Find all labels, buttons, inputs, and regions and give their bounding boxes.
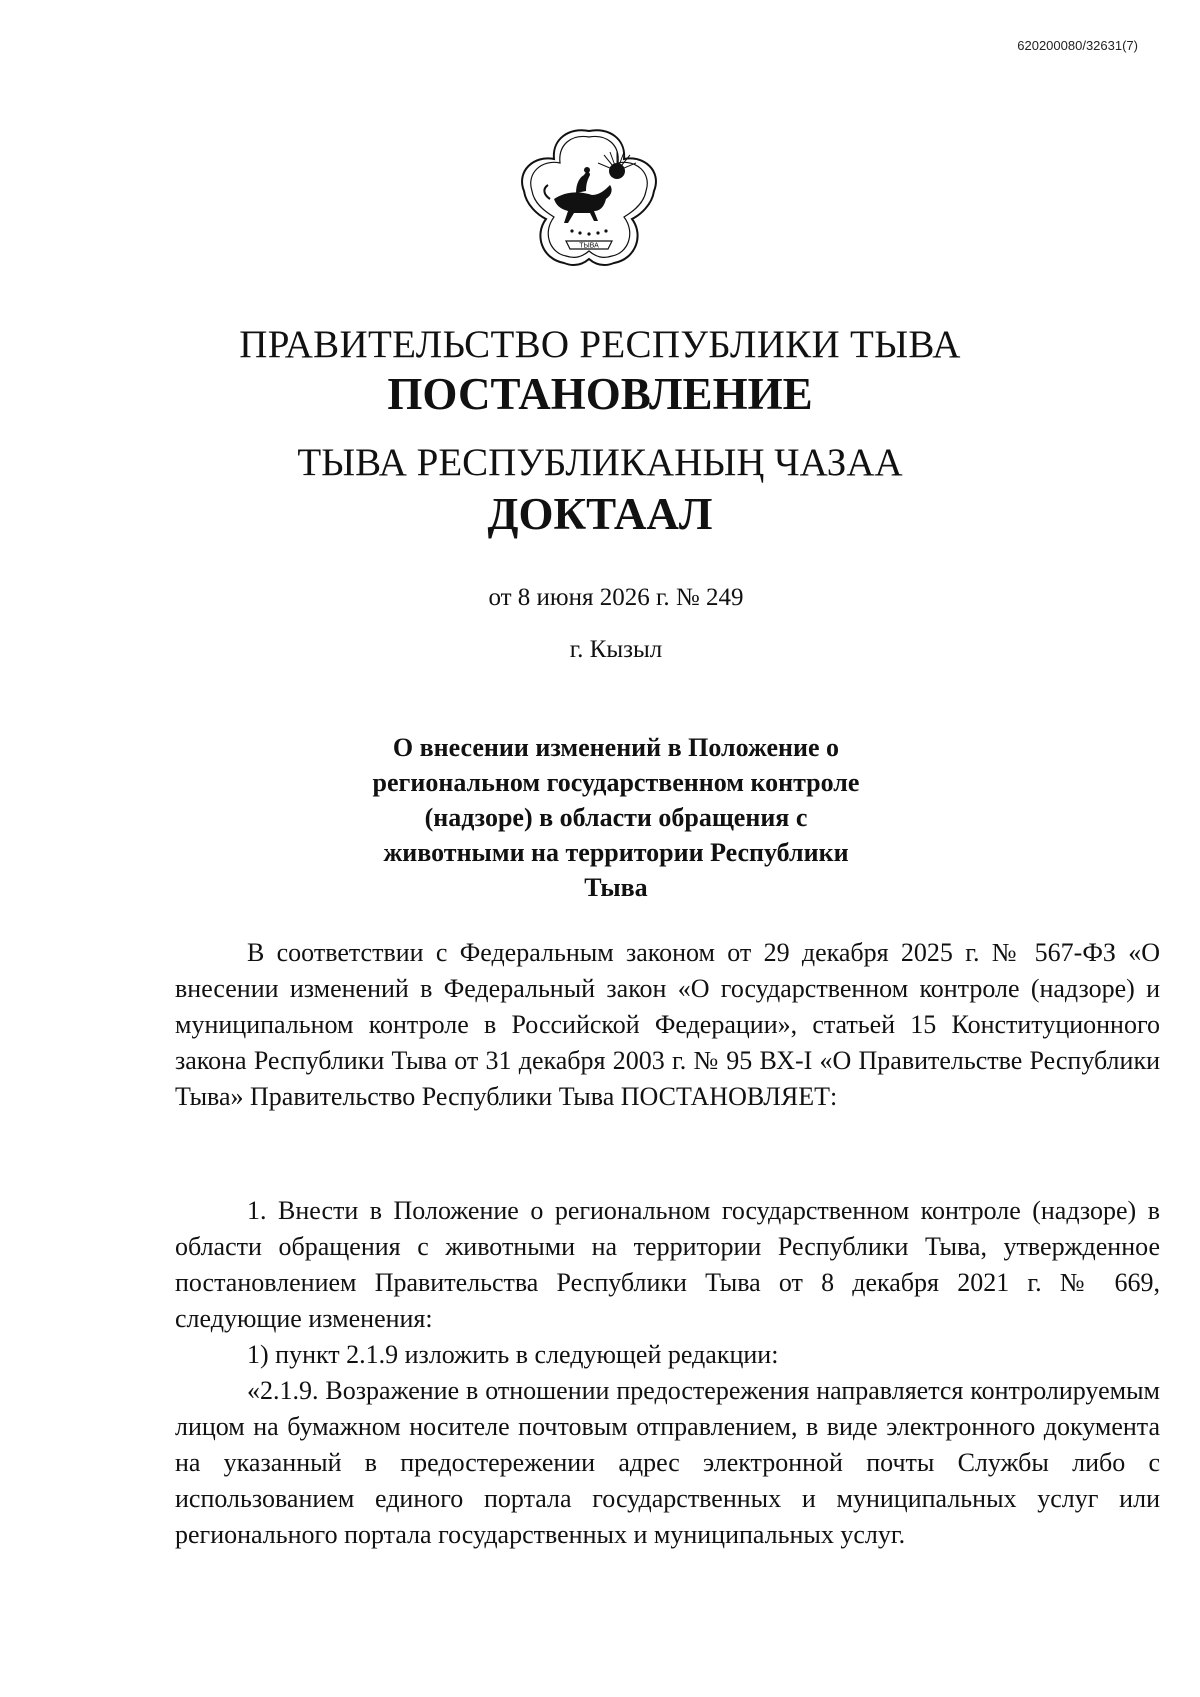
decree-subject-text: О внесении изменений в Положение о региональном государственном контроле (надзоре) в области обращения с животными на территории Республики Тыва — [372, 733, 860, 902]
preamble-paragraph: В соответствии с Федеральным законом от 29 декабря 2025 г. № 567-ФЗ «О внесении изменений в Федеральный закон «О государственном контроле (надзоре) и муниципальном контроле в Российской Федерации», статьей 15 Конституционного закона Республики Тыва от 31 декабря 2003 г. № 95 ВХ-I «О Правительстве Республики Тыва» Правительство Республики Тыва ПОСТАНОВЛЯЕТ: — [175, 938, 1160, 1111]
subclause-1-paragraph: 1) пункт 2.1.9 изложить в следующей редакции: — [247, 1340, 779, 1369]
clause-2-1-9-paragraph: «2.1.9. Возражение в отношении предостережения направляется контролируемым лицом на бумажном носителе почтовым отправлением, в виде электронного документа на указанный в предостережении адрес электронной почты Службы либо с использованием единого портала государственных и муниципальных услуг или регионального портала государственных и муниципальных услуг. — [175, 1376, 1160, 1549]
svg-text:ТЫВА: ТЫВА — [579, 242, 599, 250]
decree-type-ru: ПОСТАНОВЛЕНИЕ — [387, 369, 813, 419]
decree-city: г. Кызыл — [569, 636, 663, 663]
decree-subject — [0, 730, 1200, 905]
government-title-tyv: ТЫВА РЕСПУБЛИКАНЫҢ ЧАЗАА — [297, 441, 903, 484]
coat-of-arms-emblem — [514, 125, 664, 275]
government-title-ru: ПРАВИТЕЛЬСТВО РЕСПУБЛИКИ ТЫВА — [239, 323, 961, 366]
decree-type-tyv: ДОКТААЛ — [487, 489, 713, 539]
decree-date-number: от 8 июня 2026 г. № 249 — [488, 584, 744, 611]
document-code: 620200080/32631(7) — [1017, 38, 1138, 53]
clause-1-paragraph: 1. Внести в Положение о региональном государственном контроле (надзоре) в области обращения с животными на территории Республики Тыва, утвержденное постановлением Правительства Республики Тыва от 8 декабря 2021 г. № 669, следующие изменения: — [175, 1196, 1160, 1333]
